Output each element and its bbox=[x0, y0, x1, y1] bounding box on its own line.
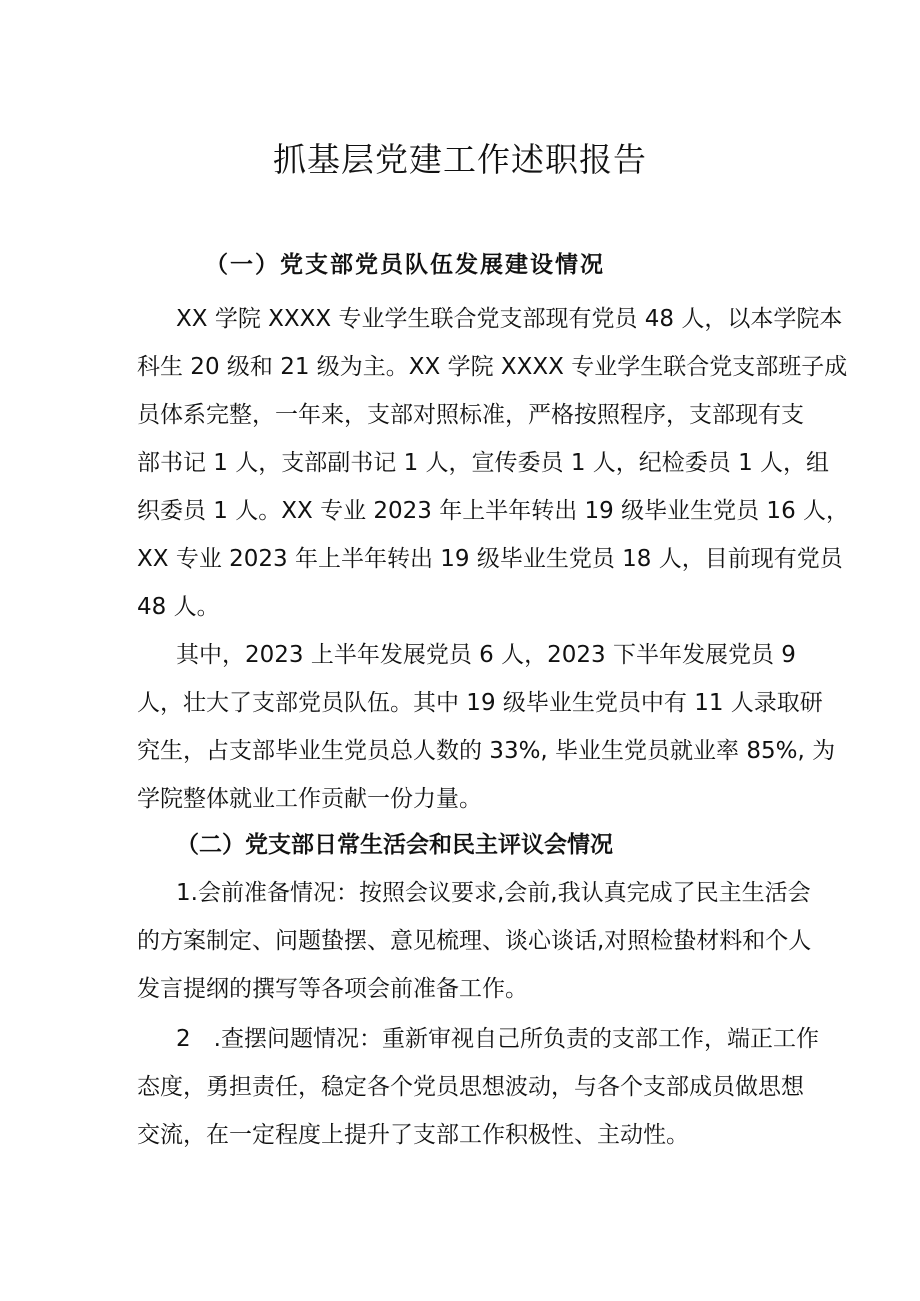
paragraph-line: 的方案制定、问题蛰摆、意见梳理、谈心谈话,对照检蛰材料和个人 bbox=[137, 928, 812, 954]
paragraph-line: 2 .查摆问题情况：重新审视自己所负责的支部工作，端正工作 bbox=[176, 1026, 819, 1052]
paragraph-line: XX 学院 XXXX 专业学生联合党支部现有党员 48 人，以本学院本 bbox=[176, 306, 843, 332]
section-2-heading: （二）党支部日常生活会和民主评议会情况 bbox=[176, 832, 613, 858]
paragraph-line: 织委员 1 人。XX 专业 2023 年上半年转出 19 级毕业生党员 16 人， bbox=[137, 498, 850, 524]
paragraph-line: XX 专业 2023 年上半年转出 19 级毕业生党员 18 人，目前现有党员 bbox=[137, 546, 843, 572]
paragraph-line: 究生，占支部毕业生党员总人数的 33%, 毕业生党员就业率 85%, 为 bbox=[137, 738, 836, 764]
paragraph-line: 员体系完整，一年来，支部对照标准，严格按照程序，支部现有支 bbox=[137, 402, 804, 428]
paragraph-line: 48 人。 bbox=[137, 594, 220, 620]
paragraph-line: 人，壮大了支部党员队伍。其中 19 级毕业生党员中有 11 人录取研 bbox=[137, 690, 823, 716]
paragraph-line: 交流，在一定程度上提升了支部工作积极性、主动性。 bbox=[137, 1122, 689, 1148]
paragraph-line: 部书记 1 人，支部副书记 1 人，宣传委员 1 人，纪检委员 1 人，组 bbox=[137, 450, 830, 476]
paragraph-line: 1.会前准备情况：按照会议要求,会前,我认真完成了民主生活会 bbox=[176, 880, 811, 906]
paragraph-line: 态度，勇担责任，稳定各个党员思想波动，与各个支部成员做思想 bbox=[137, 1074, 804, 1100]
section-1-heading: （一）党支部党员队伍发展建设情况 bbox=[205, 252, 605, 278]
paragraph-line: 学院整体就业工作贡献一份力量。 bbox=[137, 786, 482, 812]
paragraph-line: 其中，2023 上半年发展党员 6 人，2023 下半年发展党员 9 bbox=[176, 642, 796, 668]
paragraph-line: 发言提纲的撰写等各项会前准备工作。 bbox=[137, 976, 528, 1002]
paragraph-line: 科生 20 级和 21 级为主。XX 学院 XXXX 专业学生联合党支部班子成 bbox=[137, 354, 848, 380]
document-title: 抓基层党建工作述职报告 bbox=[273, 140, 647, 179]
